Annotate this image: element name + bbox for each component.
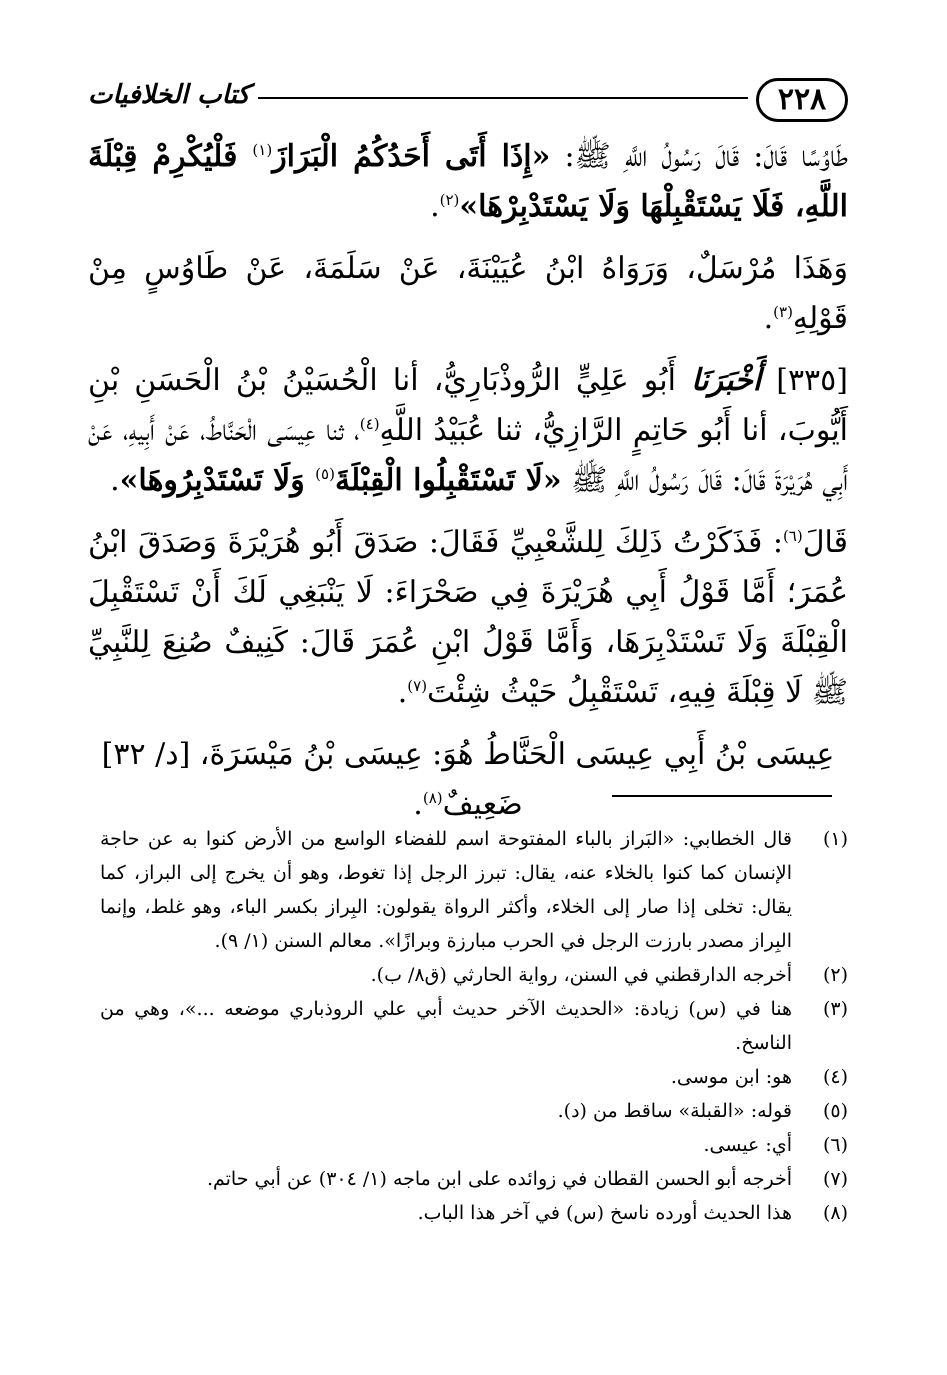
footnote-number: (٣)	[822, 998, 848, 1020]
footnote-text: قال الخطابي: «البَراز بالباء المفتوحة اسم للفضاء الواسع من الأرض كنوا به عن حاجة الإنسان كما كنوا بالخلاء عنه، يقال: تبرز الرجل إذا تغوط، وهو أن يخرج إلى البراز، كما يقال: تخلى إذا صار إلى الخلاء، وأكثر الرواة يقولون: البِراز بكسر الباء، وهو غلط، وإنما البِراز مصدر بارزت الرجل في الحرب مبارزة وبرازًا». معالم السنن (١/ ٩).	[100, 828, 792, 952]
p1-hadith: «إِذَا أَتَى أَحَدُكُمُ الْبَرَازَ	[272, 139, 551, 174]
paragraph-1	[88, 132, 848, 232]
footnote-ref-7: (٧)	[407, 677, 428, 695]
footnote-number: (٥)	[822, 1100, 848, 1122]
footnote-text: هنا في (س) زيادة: «الحديث الآخر حديث أبي علي الروذباري موضعه ...»، وهي من الناسخ.	[100, 998, 792, 1054]
paragraph-5	[88, 730, 848, 830]
p3-hadith-cont: وَلَا تَسْتَدْبِرُوهَا»	[119, 463, 316, 498]
footnote-item	[100, 822, 848, 958]
main-text	[88, 132, 848, 830]
p2-end: .	[763, 301, 774, 336]
p4-end: .	[397, 675, 408, 710]
p3-text-2: ، ثنا عِيسَى الْحَنَّاطُ، عَنْ أَبِيهِ، عَنْ أَبِي هُرَيْرَةَ قَالَ: قَالَ رَسُولُ اللَّهِ ﷺ	[88, 413, 848, 498]
p3-text-1: أَبُو عَلِيٍّ الرُّوذْبَارِيُّ، أنا الْحُسَيْنُ بْنُ الْحَسَنِ بْنِ أَيُّوبَ، أنا أَبُو حَاتِمٍ الرَّازِيُّ، ثنا عُبَيْدُ اللَّهِ	[88, 363, 849, 448]
footnote-ref-6: (٦)	[782, 527, 803, 545]
footnote-number: (٧)	[822, 1168, 848, 1190]
footnote-item	[100, 1128, 848, 1162]
footnote-text: هذا الحديث أورده ناسخ (س) في آخر هذا الباب.	[417, 1202, 792, 1224]
footnotes	[100, 822, 848, 1230]
footnote-item	[100, 992, 848, 1060]
page-header	[88, 78, 848, 124]
footnote-text: أي: عيسى.	[703, 1134, 792, 1156]
footnote-item	[100, 1060, 848, 1094]
p1-end: .	[430, 189, 440, 224]
akhbarana: أَخْبَرَنَا	[691, 363, 762, 398]
footnote-item	[100, 1162, 848, 1196]
footnote-ref-3: (٣)	[773, 303, 793, 321]
p5-end: .	[413, 787, 423, 822]
footnote-number: (٦)	[822, 1134, 848, 1156]
p3-hadith: «لَا تَسْتَقْبِلُوا الْقِبْلَةَ	[334, 463, 562, 498]
footnote-number: (٤)	[822, 1066, 848, 1088]
footnote-number: (٢)	[822, 964, 848, 986]
footnote-ref-2: (٢)	[439, 191, 460, 209]
p1-intro: طَاوُسًا قَالَ: قَالَ رَسُولُ اللَّهِ ﷺ:	[550, 139, 848, 174]
footnote-ref-8: (٨)	[422, 789, 443, 807]
footnote-number: (١)	[822, 828, 848, 850]
book-title: كتاب الخلافيات	[88, 80, 250, 110]
p5-text: عِيسَى بْنُ أَبِي عِيسَى الْحَنَّاطُ هُوَ: عِيسَى بْنُ مَيْسَرَةَ، [د/ ٣٢] ضَعِيفٌ	[101, 737, 835, 822]
footnote-text: قوله: «القبلة» ساقط من (د).	[557, 1100, 792, 1122]
p4-text: : فَذَكَرْتُ ذَلِكَ لِلشَّعْبِيِّ فَقَالَ: صَدَقَ أَبُو هُرَيْرَةَ وَصَدَقَ ابْنُ عُمَرَ؛ أَمَّا قَوْلُ أَبِي هُرَيْرَةَ فِي صَحْرَاءَ: لَا يَنْبَغِي لَكَ أَنْ تَسْتَقْبِلَ الْقِبْلَةَ وَلَا تَسْتَدْبِرَهَا، وَأَمَّا قَوْلُ ابْنِ عُمَرَ قَالَ: كَنِيفٌ صُنِعَ لِلنَّبِيِّ ﷺ لَا قِبْلَةَ فِيهِ، تَسْتَقْبِلُ حَيْثُ شِئْتَ	[88, 525, 848, 710]
paragraph-4	[88, 518, 848, 718]
p3-end: .	[110, 463, 120, 498]
paragraph-3	[88, 356, 848, 506]
page-number: ٢٢٨	[756, 78, 848, 122]
hadith-number: [٣٣٥]	[761, 363, 848, 398]
footnote-item	[100, 1196, 848, 1230]
paragraph-2	[88, 244, 848, 344]
footnote-text: هو: ابن موسى.	[670, 1066, 792, 1088]
p2-text: وَهَذَا مُرْسَلٌ، وَرَوَاهُ ابْنُ عُيَيْنَةَ، عَنْ سَلَمَةَ، عَنْ طَاوُسٍ مِنْ قَوْلِهِ	[88, 251, 848, 336]
footnote-ref-5: (٥)	[315, 465, 335, 483]
footnote-ref-1: (١)	[252, 141, 273, 159]
footnote-separator	[612, 795, 832, 797]
footnote-text: أخرجه أبو الحسن القطان في زوائده على ابن ماجه (١/ ٣٠٤) عن أبي حاتم.	[206, 1168, 792, 1190]
header-rule	[258, 97, 748, 99]
footnote-number: (٨)	[822, 1202, 848, 1224]
footnote-text: أخرجه الدارقطني في السنن، رواية الحارثي (ق٨/ ب).	[370, 964, 792, 986]
p1-hadith-cont: فَلْيُكْرِمْ قِبْلَةَ اللَّهِ، فَلَا يَسْتَقْبِلْهَا وَلَا يَسْتَدْبِرْهَا»	[88, 139, 848, 224]
footnote-item	[100, 958, 848, 992]
footnote-ref-4: (٤)	[359, 415, 380, 433]
footnote-item	[100, 1094, 848, 1128]
p4-start: قَالَ	[802, 525, 848, 560]
